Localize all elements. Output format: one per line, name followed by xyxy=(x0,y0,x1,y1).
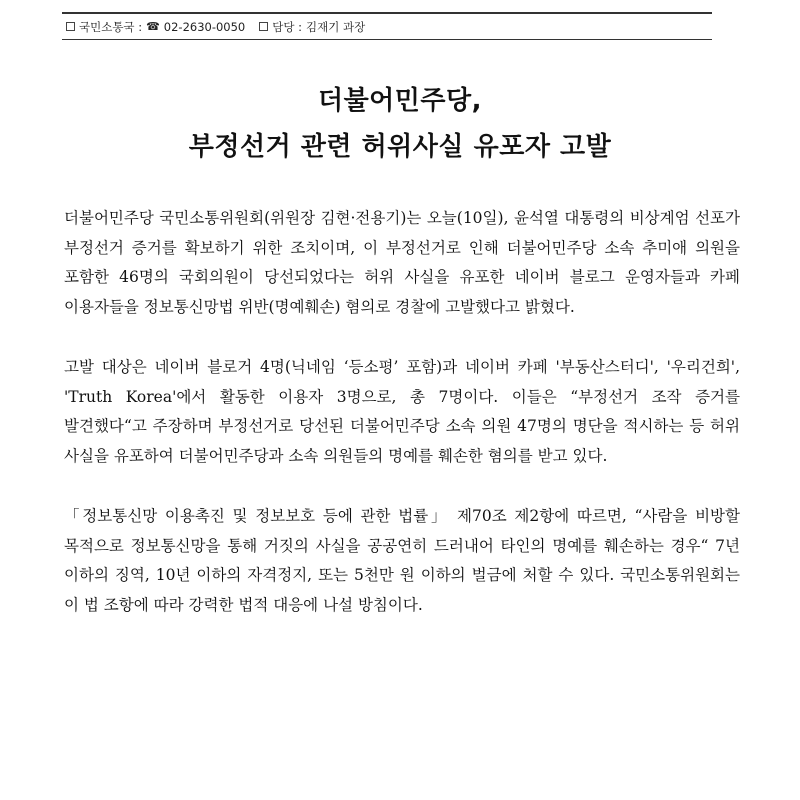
paragraph-3: 「정보통신망 이용촉진 및 정보보호 등에 관한 법률」 제70조 제2항에 따르면, “사람을 비방할 목적으로 정보통신망을 통해 거짓의 사실을 공공연히 드러내어 타인의 명예를 훼손하는 경우“ 7년 이하의 징역, 10년 이하의 자격정지, 또는 5천만 원 이하의 벌금에 처할 수 있다. 국민소통위원회는 이 법 조항에 따라 강력한 법적 대응에 나설 방침이다. xyxy=(64,507,740,614)
contact-label: 담당 : xyxy=(272,19,302,34)
tel-number: 02-2630-0050 xyxy=(163,19,246,34)
paragraph-2: 고발 대상은 네이버 블로거 4명(닉네임 ‘등소평’ 포함)과 네이버 카페 '부동산스터디', '우리건희', 'Truth Korea'에서 활동한 이용자 3명으로, 총 7명이다. 이들은 “부정선거 조작 증거를 발견했다“고 주장하며 부정선거로 당선된 더불어민주당 소속 의원 47명의 명단을 적시하는 등 허위 사실을 유포하여 더불어민주당과 소속 의원들의 명예를 훼손한 혐의를 받고 있다. xyxy=(64,358,740,465)
press-body xyxy=(64,204,740,651)
contact-item xyxy=(259,19,365,35)
press-title xyxy=(0,78,800,170)
telephone-icon: ☎ xyxy=(146,20,160,33)
title-line-2: 부정선거 관련 허위사실 유포자 고발 xyxy=(188,132,612,162)
contact-name: 김재기 과장 xyxy=(306,19,366,34)
dept-item xyxy=(66,19,245,35)
dept-label: 국민소통국 : xyxy=(79,19,143,34)
paragraph-1: 더불어민주당 국민소통위원회(위원장 김현·전용기)는 오늘(10일), 윤석열 대통령의 비상계엄 선포가 부정선거 증거를 확보하기 위한 조치이며, 이 부정선거로 인해 더불어민주당 소속 추미애 의원을 포함한 46명의 국회의원이 당선되었다는 허위 사실을 유포한 네이버 블로그 운영자들과 카페 이용자들을 정보통신망법 위반(명예훼손) 혐의로 경찰에 고발했다고 밝혔다. xyxy=(64,209,740,316)
checkbox-icon xyxy=(259,22,268,31)
title-line-1: 더불어민주당, xyxy=(317,86,483,116)
checkbox-icon xyxy=(66,22,75,31)
contact-header xyxy=(62,12,712,40)
